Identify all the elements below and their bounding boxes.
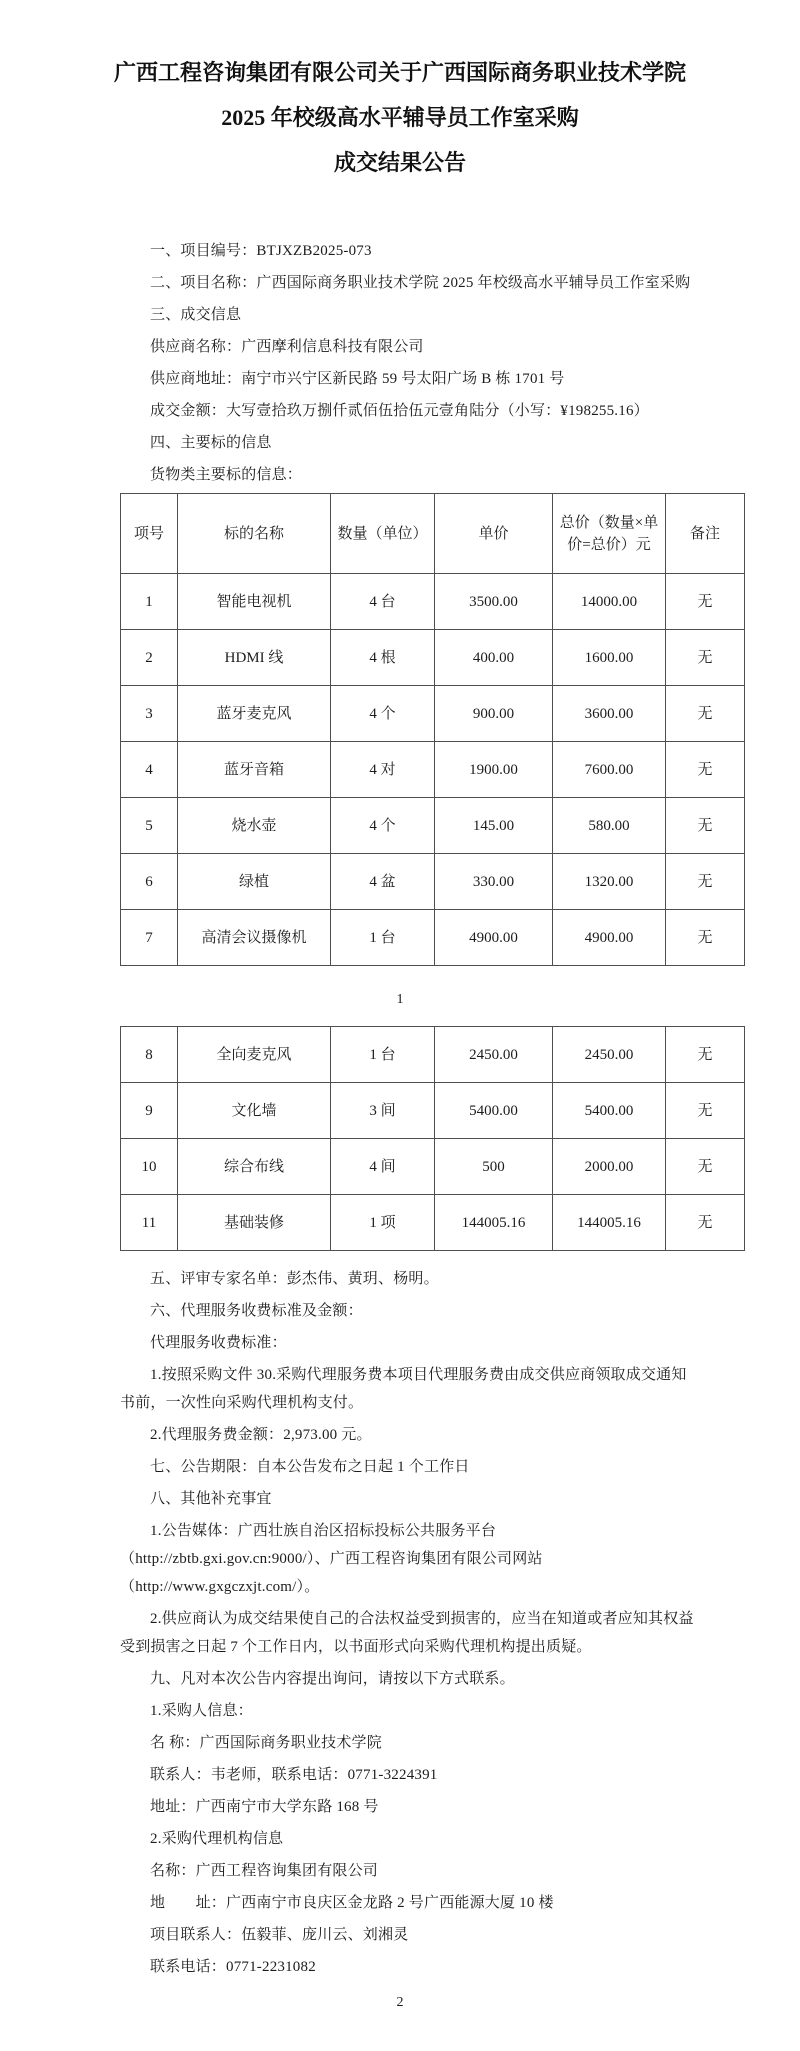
paragraph: 一、项目编号：BTJXZB2025-073: [150, 243, 372, 259]
paragraph: 二、项目名称：广西国际商务职业技术学院 2025 年校级高水平辅导员工作室采购: [150, 275, 691, 291]
document-body: [120, 237, 744, 2013]
cell-item-no: 3: [121, 686, 178, 742]
paragraph: 2.采购代理机构信息: [150, 1831, 284, 1847]
cell-quantity: 4 根: [331, 630, 435, 686]
cell-total-price: 14000.00: [553, 574, 666, 630]
cell-item-no: 7: [121, 910, 178, 966]
table-row: [121, 742, 745, 798]
cell-total-price: 2000.00: [553, 1139, 666, 1195]
cell-unit-price: 4900.00: [435, 910, 553, 966]
col-header-quantity: 数量（单位）: [331, 494, 435, 574]
cell-unit-price: 500: [435, 1139, 553, 1195]
cell-name: 智能电视机: [178, 574, 331, 630]
goods-table-page2: [120, 1026, 745, 1251]
table-row: [121, 686, 745, 742]
table-row: [121, 1027, 745, 1083]
paragraph: 联系电话：0771-2231082: [150, 1959, 316, 1975]
cell-item-no: 8: [121, 1027, 178, 1083]
cell-unit-price: 900.00: [435, 686, 553, 742]
cell-name: 烧水壶: [178, 798, 331, 854]
cell-total-price: 580.00: [553, 798, 666, 854]
cell-total-price: 3600.00: [553, 686, 666, 742]
cell-total-price: 7600.00: [553, 742, 666, 798]
table-row: [121, 910, 745, 966]
paragraph: 成交金额：大写壹拾玖万捌仟贰佰伍拾伍元壹角陆分（小写：¥198255.16）: [150, 403, 649, 419]
cell-name: 蓝牙音箱: [178, 742, 331, 798]
cell-unit-price: 1900.00: [435, 742, 553, 798]
paragraph: 名称：广西工程咨询集团有限公司: [150, 1863, 379, 1879]
paragraph: 四、主要标的信息: [150, 435, 272, 451]
cell-unit-price: 5400.00: [435, 1083, 553, 1139]
cell-quantity: 3 间: [331, 1083, 435, 1139]
paragraph: 2.代理服务费金额：2,973.00 元。: [150, 1427, 372, 1443]
cell-unit-price: 3500.00: [435, 574, 553, 630]
paragraph: 货物类主要标的信息：: [150, 467, 303, 483]
cell-item-no: 10: [121, 1139, 178, 1195]
cell-total-price: 2450.00: [553, 1027, 666, 1083]
paragraph: 三、成交信息: [150, 307, 242, 323]
cell-remark: 无: [666, 1195, 745, 1251]
cell-unit-price: 145.00: [435, 798, 553, 854]
cell-quantity: 1 台: [331, 910, 435, 966]
cell-remark: 无: [666, 1027, 745, 1083]
cell-quantity: 4 间: [331, 1139, 435, 1195]
col-header-total-price: 总价（数量×单价=总价）元: [553, 494, 666, 574]
cell-quantity: 4 盆: [331, 854, 435, 910]
table-header-row: [121, 494, 745, 574]
goods-table-page1: [120, 493, 745, 966]
cell-remark: 无: [666, 798, 745, 854]
col-header-name: 标的名称: [178, 494, 331, 574]
closing-section: [120, 1265, 744, 1981]
table-row: [121, 1195, 745, 1251]
cell-remark: 无: [666, 1139, 745, 1195]
title-line: 成交结果公告: [333, 150, 466, 175]
cell-remark: 无: [666, 910, 745, 966]
paragraph: 地 址：广西南宁市良庆区金龙路 2 号广西能源大厦 10 楼: [150, 1895, 554, 1911]
table-row: [121, 1139, 745, 1195]
cell-quantity: 4 个: [331, 686, 435, 742]
table-row: [121, 854, 745, 910]
cell-item-no: 9: [121, 1083, 178, 1139]
table-row: [121, 574, 745, 630]
paragraph: 五、评审专家名单：彭杰伟、黄玥、杨明。: [150, 1271, 439, 1287]
cell-item-no: 11: [121, 1195, 178, 1251]
cell-name: 文化墙: [178, 1083, 331, 1139]
paragraph: 六、代理服务收费标准及金额：: [150, 1303, 363, 1319]
document-title: [0, 0, 800, 185]
cell-name: HDMI 线: [178, 630, 331, 686]
cell-total-price: 4900.00: [553, 910, 666, 966]
title-line: 广西工程咨询集团有限公司关于广西国际商务职业技术学院: [113, 60, 686, 85]
cell-item-no: 4: [121, 742, 178, 798]
cell-item-no: 5: [121, 798, 178, 854]
cell-name: 蓝牙麦克风: [178, 686, 331, 742]
paragraph: 名 称：广西国际商务职业技术学院: [150, 1735, 382, 1751]
cell-remark: 无: [666, 630, 745, 686]
paragraph: 地址：广西南宁市大学东路 168 号: [150, 1799, 379, 1815]
cell-remark: 无: [666, 854, 745, 910]
cell-remark: 无: [666, 686, 745, 742]
paragraph: 七、公告期限：自本公告发布之日起 1 个工作日: [150, 1459, 470, 1475]
cell-name: 综合布线: [178, 1139, 331, 1195]
cell-name: 全向麦克风: [178, 1027, 331, 1083]
paragraph: 供应商名称：广西摩利信息科技有限公司: [150, 339, 424, 355]
cell-remark: 无: [666, 742, 745, 798]
cell-name: 基础装修: [178, 1195, 331, 1251]
cell-total-price: 5400.00: [553, 1083, 666, 1139]
paragraph: 九、凡对本次公告内容提出询问，请按以下方式联系。: [150, 1671, 515, 1687]
cell-quantity: 4 对: [331, 742, 435, 798]
table-row: [121, 798, 745, 854]
table-row: [121, 630, 745, 686]
paragraph: 项目联系人：伍毅菲、庞川云、刘湘灵: [150, 1927, 409, 1943]
cell-quantity: 1 台: [331, 1027, 435, 1083]
paragraph: 八、其他补充事宜: [150, 1491, 272, 1507]
cell-item-no: 2: [121, 630, 178, 686]
cell-quantity: 4 台: [331, 574, 435, 630]
cell-quantity: 4 个: [331, 798, 435, 854]
cell-unit-price: 144005.16: [435, 1195, 553, 1251]
col-header-item-no: 项号: [121, 494, 178, 574]
cell-remark: 无: [666, 574, 745, 630]
page-number-1: 1: [396, 992, 404, 1007]
cell-item-no: 6: [121, 854, 178, 910]
paragraph: 供应商地址：南宁市兴宁区新民路 59 号太阳广场 B 栋 1701 号: [150, 371, 565, 387]
page-number-2: 2: [396, 1995, 404, 2010]
paragraph: 1.采购人信息：: [150, 1703, 253, 1719]
table-row: [121, 1083, 745, 1139]
cell-quantity: 1 项: [331, 1195, 435, 1251]
cell-unit-price: 400.00: [435, 630, 553, 686]
cell-total-price: 144005.16: [553, 1195, 666, 1251]
cell-remark: 无: [666, 1083, 745, 1139]
cell-unit-price: 2450.00: [435, 1027, 553, 1083]
paragraph: 1.按照采购文件 30.采购代理服务费本项目代理服务费由成交供应商领取成交通知书前，一次性向采购代理机构支付。: [120, 1367, 687, 1411]
cell-unit-price: 330.00: [435, 854, 553, 910]
col-header-remark: 备注: [666, 494, 745, 574]
intro-section: [120, 237, 744, 489]
cell-item-no: 1: [121, 574, 178, 630]
cell-name: 绿植: [178, 854, 331, 910]
col-header-unit-price: 单价: [435, 494, 553, 574]
cell-total-price: 1320.00: [553, 854, 666, 910]
paragraph: 1.公告媒体：广西壮族自治区招标投标公共服务平台（http://zbtb.gxi.gov.cn:9000/）、广西工程咨询集团有限公司网站（http://www.gxgczxjt.com/）。: [120, 1523, 543, 1595]
title-line: 2025 年校级高水平辅导员工作室采购: [221, 105, 579, 130]
cell-total-price: 1600.00: [553, 630, 666, 686]
paragraph: 代理服务收费标准：: [150, 1335, 287, 1351]
paragraph: 联系人：韦老师，联系电话：0771-3224391: [150, 1767, 438, 1783]
paragraph: 2.供应商认为成交结果使自己的合法权益受到损害的，应当在知道或者应知其权益受到损害之日起 7 个工作日内，以书面形式向采购代理机构提出质疑。: [120, 1611, 694, 1655]
cell-name: 高清会议摄像机: [178, 910, 331, 966]
